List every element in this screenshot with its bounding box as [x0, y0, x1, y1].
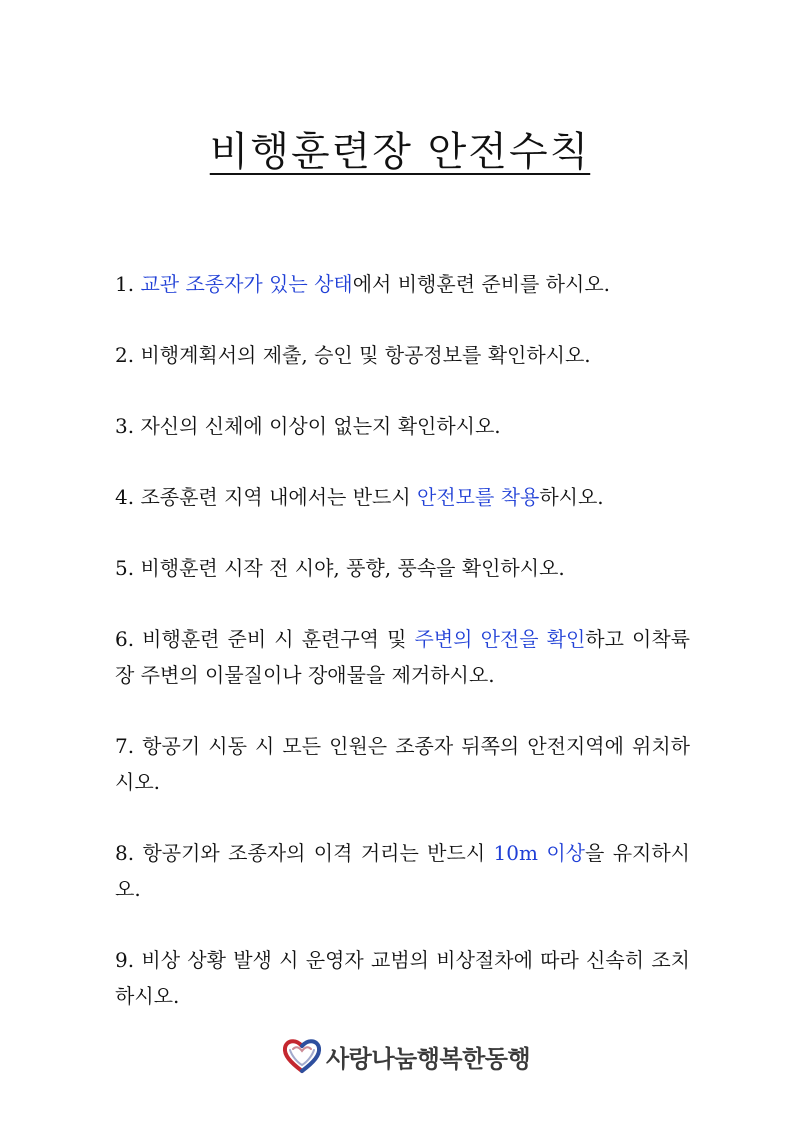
rule-highlight-text: 교관 조종자가 있는 상태 — [140, 272, 353, 296]
organization-logo — [282, 1034, 530, 1078]
rule-item-4 — [115, 479, 690, 515]
rule-item-8 — [115, 835, 690, 907]
rule-text: 하고 이착륙장 주변의 이물질이나 장애물을 제거하시오. — [115, 627, 690, 687]
heart-icon — [282, 1036, 322, 1076]
safety-rules-list — [115, 266, 690, 1049]
rule-text: 5. 비행훈련 시작 전 시야, 풍향, 풍속을 확인하시오. — [115, 556, 565, 580]
rule-text: 2. 비행계획서의 제출, 승인 및 항공정보를 확인하시오. — [115, 343, 591, 367]
rule-highlight-text: 10m 이상 — [493, 841, 585, 865]
rule-text: 4. 조종훈련 지역 내에서는 반드시 — [115, 485, 418, 509]
page-title-text: 비행훈련장 안전수칙 — [209, 129, 591, 175]
rule-item-7 — [115, 728, 690, 800]
rule-text: 을 유지하시오. — [115, 841, 690, 901]
rule-text: 6. 비행훈련 준비 시 훈련구역 및 — [115, 627, 415, 651]
rule-text: 7. 항공기 시동 시 모든 인원은 조종자 뒤쪽의 안전지역에 위치하시오. — [115, 734, 690, 794]
page-title — [0, 122, 800, 182]
rule-text: 9. 비상 상황 발생 시 운영자 교범의 비상절차에 따라 신속히 조치하시오. — [115, 948, 690, 1008]
rule-item-3 — [115, 408, 690, 444]
rule-item-2 — [115, 337, 690, 373]
rule-item-6 — [115, 621, 690, 693]
rule-text: 에서 비행훈련 준비를 하시오. — [352, 272, 611, 296]
rule-text: 하시오. — [539, 485, 604, 509]
rule-text: 1. — [115, 272, 141, 296]
rule-highlight-text: 주변의 안전을 확인 — [414, 627, 586, 651]
rule-highlight-text: 안전모를 착용 — [417, 485, 540, 509]
rule-item-5 — [115, 550, 690, 586]
rule-text: 3. 자신의 신체에 이상이 없는지 확인하시오. — [115, 414, 501, 438]
rule-item-1 — [115, 266, 690, 302]
logo-text: 사랑나눔행복한동행 — [326, 1044, 531, 1073]
rule-text: 8. 항공기와 조종자의 이격 거리는 반드시 — [115, 841, 494, 865]
rule-item-9 — [115, 942, 690, 1014]
